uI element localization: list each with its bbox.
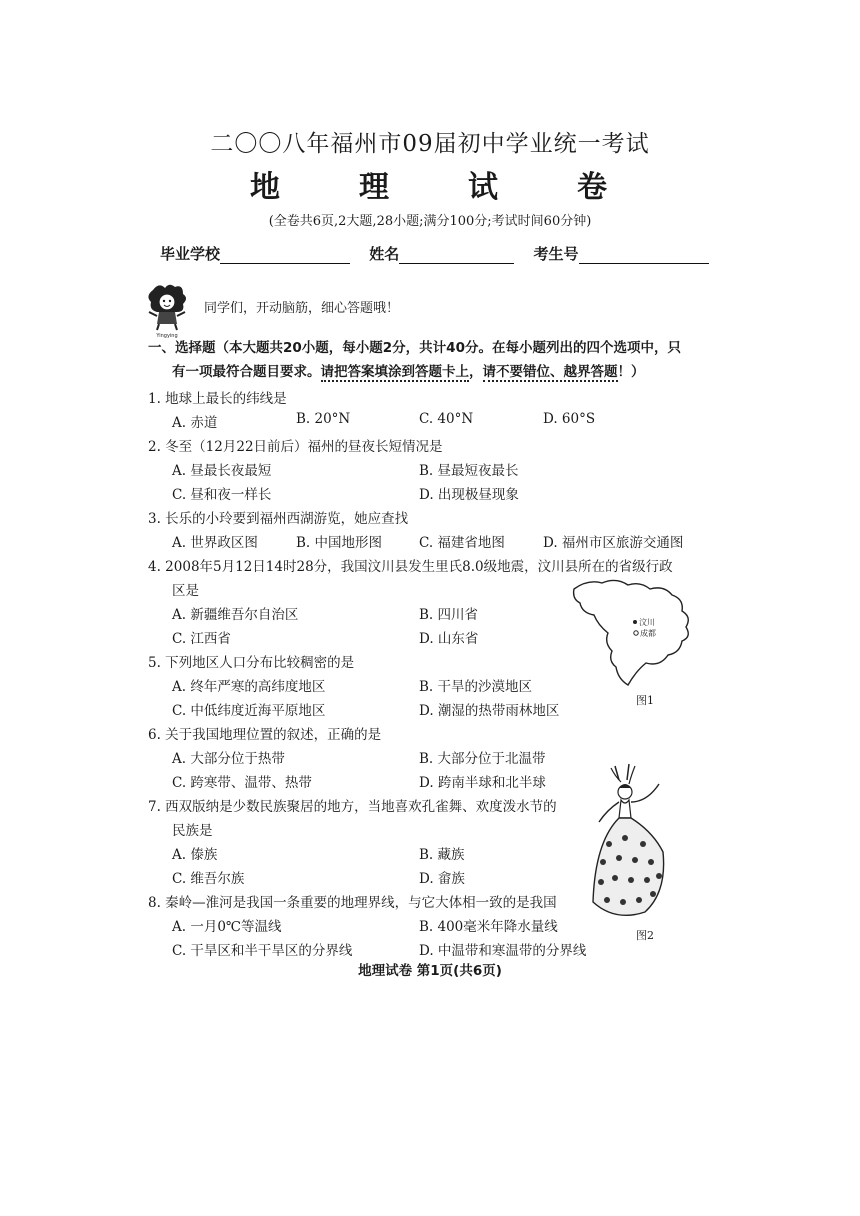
id-label: 考生号 bbox=[533, 245, 579, 263]
question-stem: 4. 2008年5月12日14时28分，我国汶川县发生里氏8.0级地震，汶川县所在的省级行政 bbox=[148, 559, 673, 575]
question-option: B. 藏族 bbox=[419, 847, 465, 863]
question-option: B. 中国地形图 bbox=[296, 535, 383, 551]
question-option: D. 60°S bbox=[543, 411, 596, 427]
subject-char: 理 bbox=[359, 170, 392, 205]
question-option: D. 中温带和寒温带的分界线 bbox=[419, 943, 587, 959]
question-stem: 3. 长乐的小玲要到福州西湖游览，她应查找 bbox=[148, 511, 409, 527]
name-label: 姓名 bbox=[369, 245, 400, 263]
question-option: B. 昼最短夜最长 bbox=[419, 463, 519, 479]
question-option: B. 四川省 bbox=[419, 607, 479, 623]
page-footer: 地理试卷 第1页(共6页) bbox=[358, 963, 502, 979]
id-blank[interactable] bbox=[579, 249, 709, 264]
question-stem-continued: 区是 bbox=[172, 583, 199, 599]
question-option: B. 20°N bbox=[296, 411, 351, 427]
question-option: D. 潮湿的热带雨林地区 bbox=[419, 703, 560, 719]
exam-note: (全卷共6页,2大题,28小题;满分100分;考试时间60分钟) bbox=[268, 214, 592, 229]
question-option: A. 昼最长夜最短 bbox=[172, 463, 272, 479]
emphasis-text: 请把答案填涂到答题卡上 bbox=[320, 364, 469, 380]
cheer-text: 同学们，开动脑筋，细心答题哦！ bbox=[204, 301, 400, 316]
section-text: 有一项最符合题目要求。 bbox=[172, 364, 321, 380]
question-option: C. 跨寒带、温带、热带 bbox=[172, 775, 312, 791]
question-option: C. 中低纬度近海平原地区 bbox=[172, 703, 326, 719]
sichuan-map-figure bbox=[568, 575, 703, 693]
question-option: A. 赤道 bbox=[172, 415, 218, 431]
student-info-fields bbox=[160, 243, 723, 264]
question-stem: 7. 西双版纳是少数民族聚居的地方，当地喜欢孔雀舞、欢度泼水节的 bbox=[148, 799, 557, 815]
question-option: D. 福州市区旅游交通图 bbox=[543, 535, 684, 551]
question-option: C. 维吾尔族 bbox=[172, 871, 245, 887]
exam-title: 二〇〇八年福州市09届初中学业统一考试 bbox=[210, 131, 650, 157]
map-label-chengdu: 成都 bbox=[640, 629, 656, 638]
question-option: D. 山东省 bbox=[419, 631, 479, 647]
figure-label: 图1 bbox=[636, 694, 654, 707]
section-one-heading bbox=[148, 336, 728, 384]
question-option: B. 干旱的沙漠地区 bbox=[419, 679, 533, 695]
question-stem: 5. 下列地区人口分布比较稠密的是 bbox=[148, 655, 355, 671]
question-option: B. 大部分位于北温带 bbox=[419, 751, 546, 767]
question-stem: 2. 冬至（12月22日前后）福州的昼夜长短情况是 bbox=[148, 439, 443, 455]
question-stem: 6. 关于我国地理位置的叙述，正确的是 bbox=[148, 727, 382, 743]
question-stem: 1. 地球上最长的纬线是 bbox=[148, 391, 287, 407]
section-text: ！） bbox=[617, 364, 645, 380]
school-label: 毕业学校 bbox=[160, 245, 221, 263]
subject-char: 试 bbox=[468, 170, 501, 205]
question-option: C. 江西省 bbox=[172, 631, 231, 647]
section-heading-line2 bbox=[148, 360, 728, 384]
question-option: A. 一月0℃等温线 bbox=[172, 919, 282, 935]
question-stem-continued: 民族是 bbox=[172, 823, 213, 839]
question-option: C. 福建省地图 bbox=[419, 535, 505, 551]
question-option: A. 终年严寒的高纬度地区 bbox=[172, 679, 326, 695]
question-option: A. 傣族 bbox=[172, 847, 218, 863]
question-option: D. 畲族 bbox=[419, 871, 465, 887]
question-option: C. 昼和夜一样长 bbox=[172, 487, 272, 503]
question-option: D. 出现极昼现象 bbox=[419, 487, 519, 503]
school-blank[interactable] bbox=[220, 249, 350, 264]
subject-heading bbox=[0, 162, 860, 206]
mascot-icon bbox=[145, 282, 189, 338]
figure-label: 图2 bbox=[636, 929, 654, 942]
map-label-wenchuan: 汶川 bbox=[639, 618, 655, 627]
question-option: B. 400毫米年降水量线 bbox=[419, 919, 558, 935]
mascot-caption: Yingying bbox=[156, 333, 178, 338]
question-option: A. 新疆维吾尔自治区 bbox=[172, 607, 299, 623]
question-option: A. 世界政区图 bbox=[172, 535, 258, 551]
emphasis-text: 请不要错位、越界答题 bbox=[482, 364, 618, 380]
question-option: D. 跨南半球和北半球 bbox=[419, 775, 546, 791]
peacock-dancer-figure bbox=[585, 762, 670, 932]
question-stem: 8. 秦岭—淮河是我国一条重要的地理界线，与它大体相一致的是我国 bbox=[148, 895, 557, 911]
subject-char: 卷 bbox=[577, 170, 610, 205]
section-heading-line1: 一、选择题（本大题共20小题，每小题2分，共计40分。在每小题列出的四个选项中，只 bbox=[148, 340, 681, 356]
subject-char: 地 bbox=[250, 170, 283, 205]
question-option: C. 干旱区和半干旱区的分界线 bbox=[172, 943, 353, 959]
question-option: A. 大部分位于热带 bbox=[172, 751, 285, 767]
section-text: ， bbox=[469, 364, 483, 380]
question-option: C. 40°N bbox=[419, 411, 474, 427]
name-blank[interactable] bbox=[399, 249, 514, 264]
